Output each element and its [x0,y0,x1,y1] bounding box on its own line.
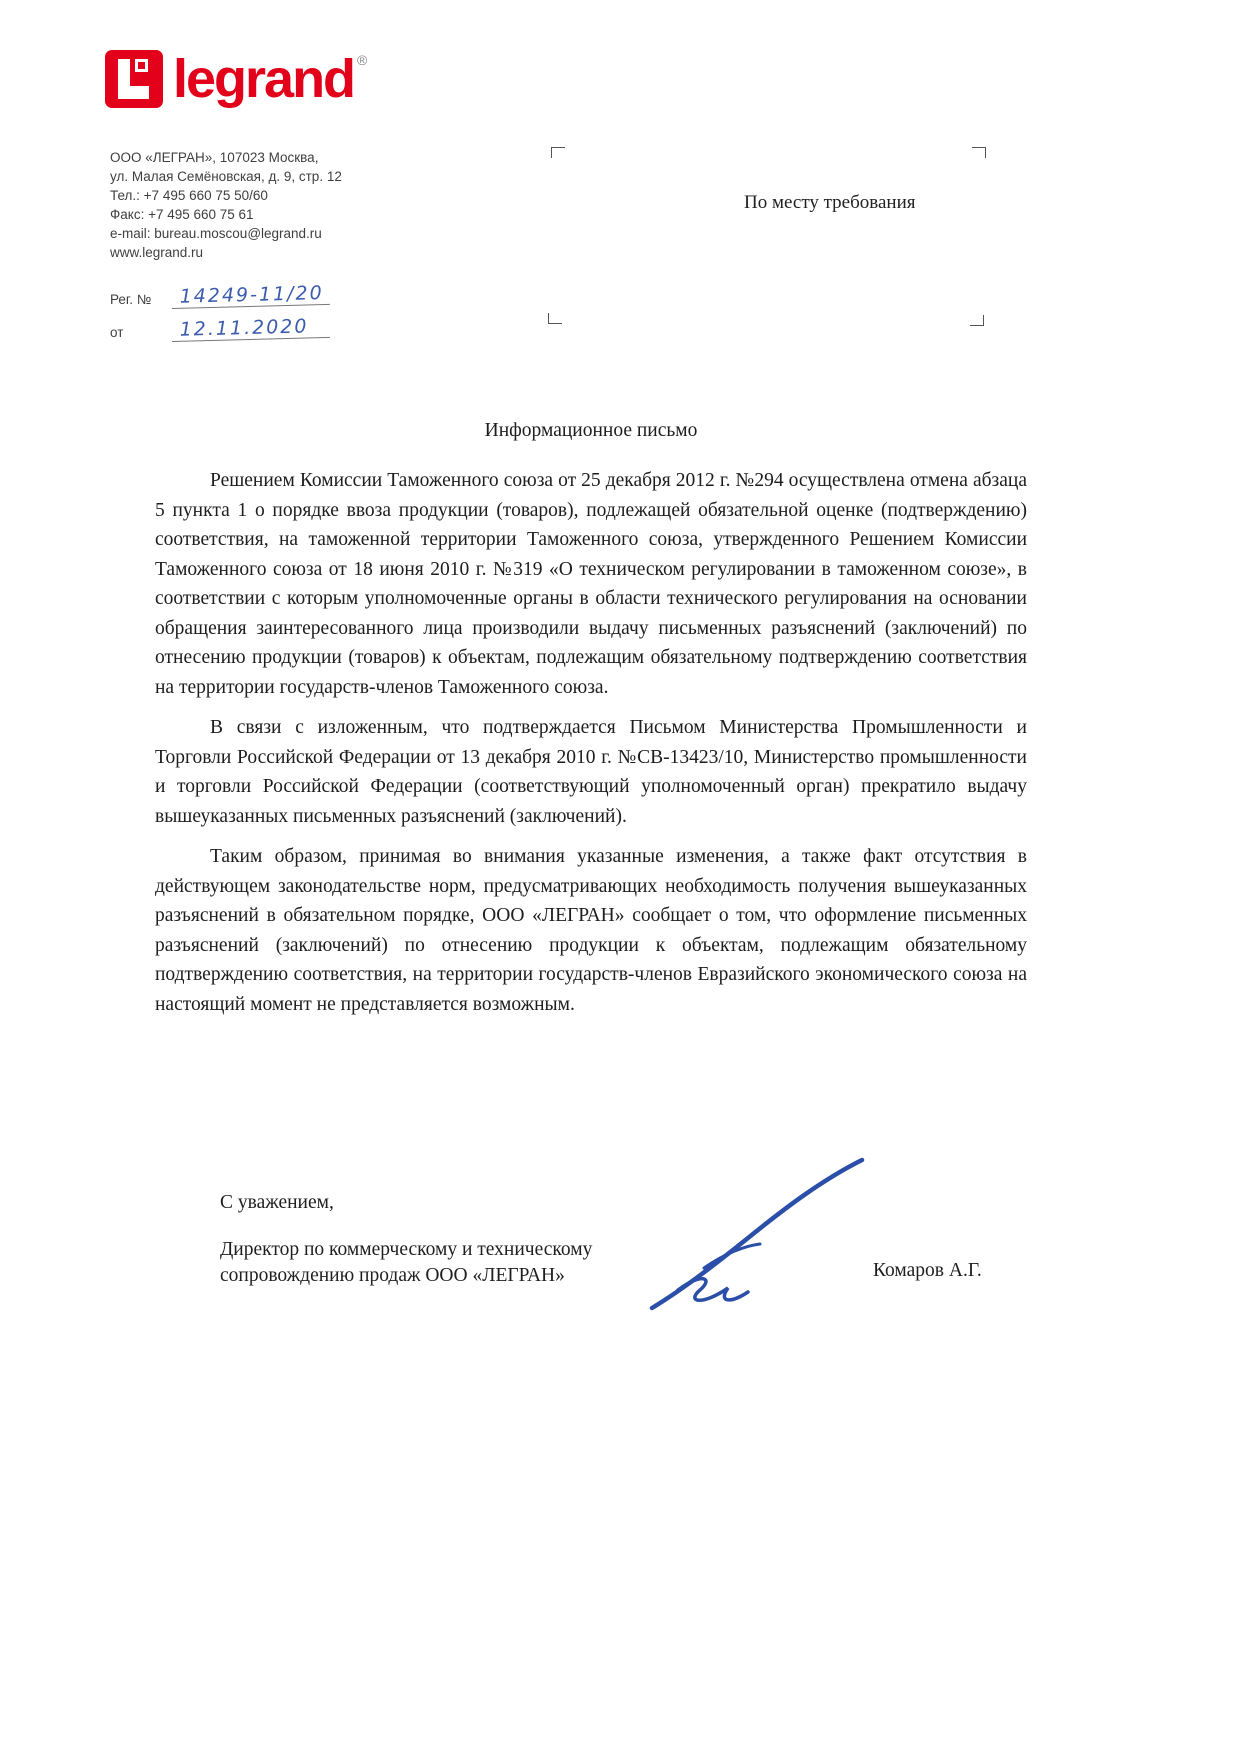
company-name-line: ООО «ЛЕГРАН», 107023 Москва, [110,150,319,165]
legrand-logo-icon [105,50,163,113]
paragraph-2: В связи с изложенным, что подтверждается Письмом Министерства Промышленности и Торговли Российской Федерации от 13 декабря 2010 г. №СВ-13423/10, Министерство промышленности и торговли Российской Федерации (соответствующий уполномоченный орган) прекратило выдачу вышеуказанных письменных разъяснений (заключений). [155,717,1027,827]
corner-mark-bottom-right [970,315,984,326]
company-email-line: e-mail: bureau.moscou@legrand.ru [110,226,322,241]
registered-trademark-symbol: ® [357,52,368,68]
company-phone-line: Тел.: +7 495 660 75 50/60 [110,188,268,203]
registration-block [110,282,330,352]
handwritten-reg-number: 14249-11/20 [171,282,330,309]
signer-position-line-2: сопровождению продаж ООО «ЛЕГРАН» [220,1265,565,1286]
letter-body [155,466,1027,1030]
corner-mark-top-left [551,147,565,158]
signer-position [220,1237,660,1289]
company-contact-block [110,148,410,262]
legrand-logo [105,50,367,113]
reg-date-row [110,315,330,342]
company-address-line: ул. Малая Семёновская, д. 9, стр. 12 [110,169,342,184]
legrand-logo-wordmark: legrand [173,49,355,109]
paragraph-1: Решением Комиссии Таможенного союза от 25 декабря 2012 г. №294 осуществлена отмена абзаца 5 пункта 1 о порядке ввоза продукции (товаров), подлежащей обязательной оценке (подтверждению) соответствия, на таможенной территории Таможенного союза, утвержденного Решением Комиссии Таможенного союза от 18 июня 2010 г. №319 «О техническом регулировании в таможенном союзе», в соответствии с которым уполномоченные органы в области технического регулирования на основании обращения заинтересованного лица производили выдачу письменных разъяснений (заключений) по отнесению продукции (товаров) к объектам, подлежащим обязательному подтверждению соответствия на территории государств-членов Таможенного союза. [155,470,1027,698]
reg-number-row [110,282,330,309]
letter-title: Информационное письмо [484,420,698,441]
company-fax-line: Факс: +7 495 660 75 61 [110,207,254,222]
corner-mark-bottom-left [548,313,562,324]
handwritten-reg-date: 12.11.2020 [171,315,330,342]
signer-name: Комаров А.Г. [873,1260,982,1281]
handwritten-signature [640,1150,875,1320]
salutation: С уважением, [220,1192,334,1213]
paragraph-3: Таким образом, принимая во внимания указанные изменения, а также факт отсутствия в действующем законодательстве норм, предусматривающих необходимость получения вышеуказанных разъяснений в обязательном порядке, ООО «ЛЕГРАН» сообщает о том, что оформление письменных разъяснений (заключений) по отнесению продукции к объектам, подлежащим обязательному подтверждению соответствия, на территории государств-членов Евразийского экономического союза на настоящий момент не представляется возможным. [155,846,1027,1015]
company-website-line: www.legrand.ru [110,245,204,260]
corner-mark-top-right [972,147,986,158]
reg-number-label: Рег. № [110,292,152,307]
signer-position-line-1: Директор по коммерческому и техническому [220,1239,593,1260]
reg-date-label: от [110,325,124,340]
recipient-line: По месту требования [744,192,916,213]
